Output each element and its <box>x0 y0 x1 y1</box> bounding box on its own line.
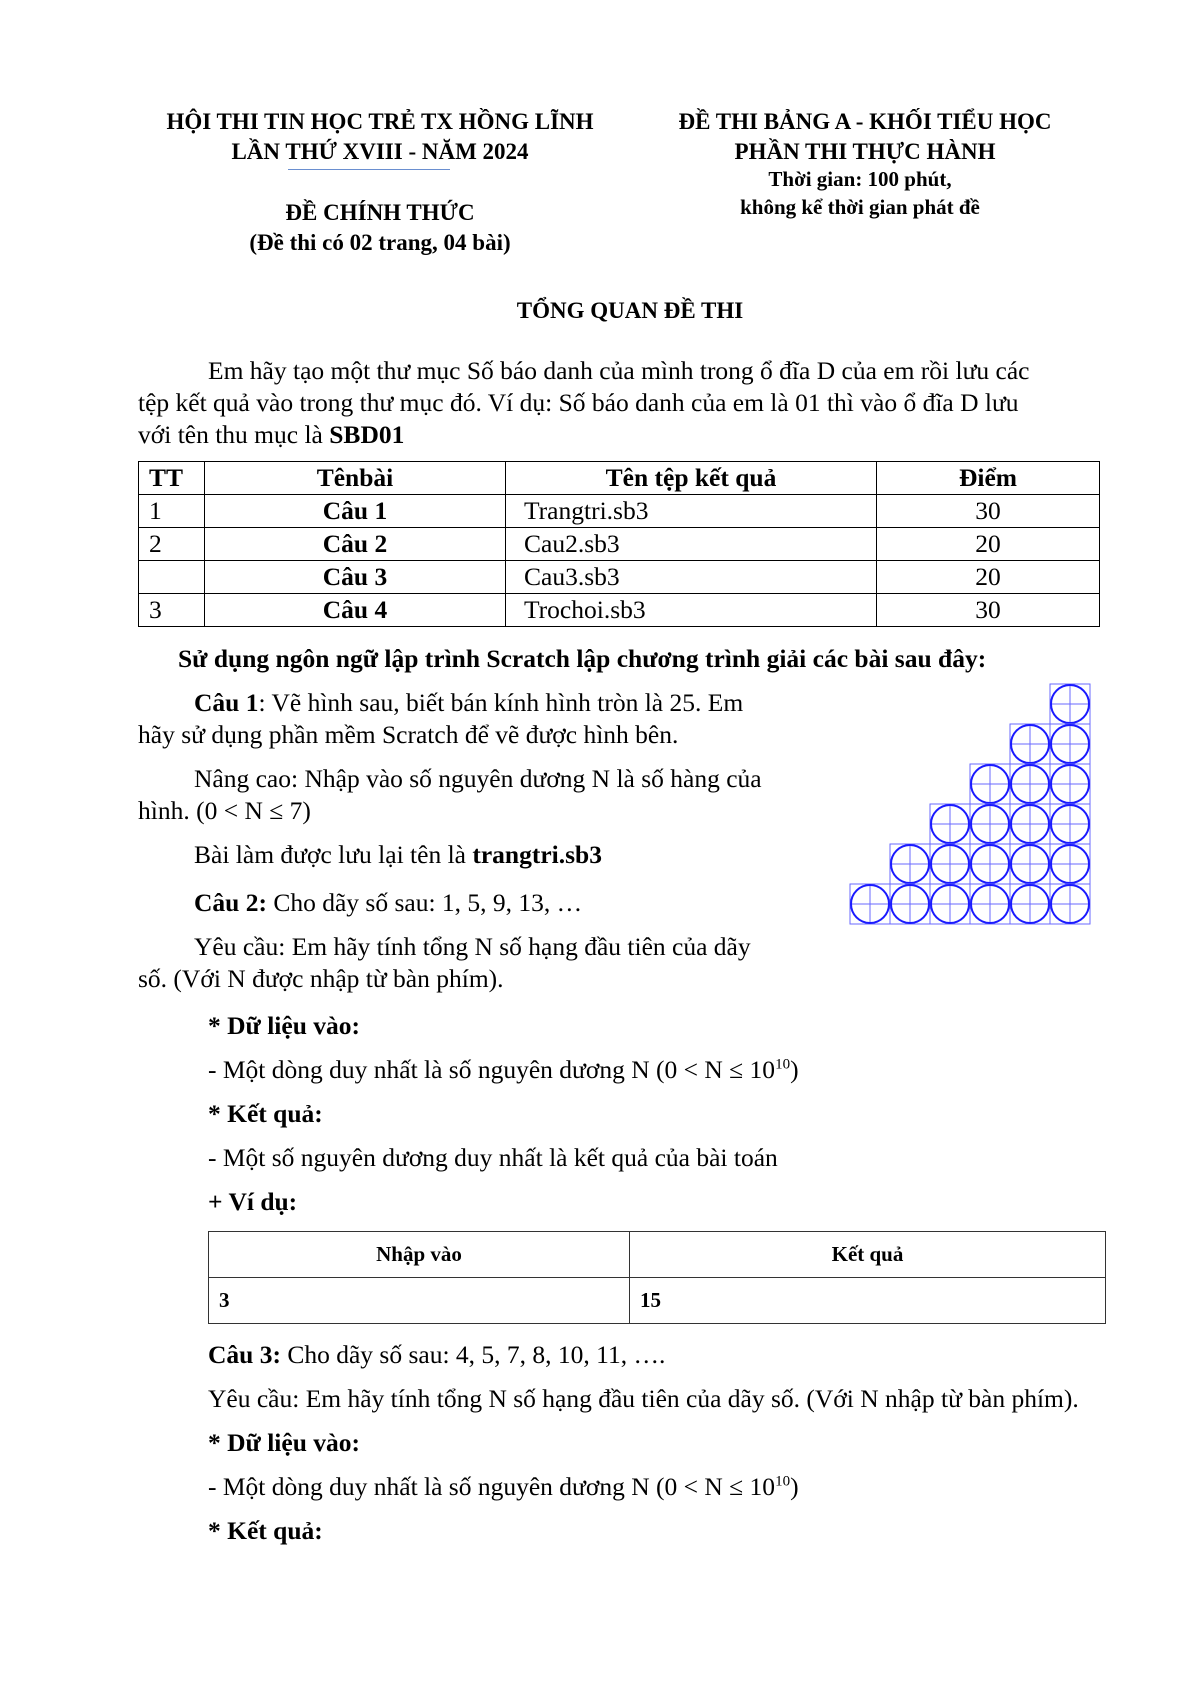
exam-title <box>640 107 1090 167</box>
table-header-row: TT Tênbài Tên tệp kết quả Điểm <box>139 462 1100 495</box>
q1-label: Câu 1 <box>194 688 259 717</box>
exam-line2: PHẦN THI THỰC HÀNH <box>734 139 996 164</box>
overview-title: TỔNG QUAN ĐỀ THI <box>516 298 744 323</box>
time-line1: Thời gian: 100 phút, <box>768 167 952 191</box>
table-row: 3 Câu 4 Trochoi.sb3 30 <box>139 594 1100 627</box>
folder-name: SBD01 <box>329 420 405 449</box>
example-header-row: Nhập vào Kết quả <box>209 1232 1106 1278</box>
time-line2: không kể thời gian phát đề <box>740 195 980 219</box>
org-line1: HỘI THI TIN HỌC TRẺ TX HỒNG LĨNH <box>166 109 594 134</box>
q2-io: * Dữ liệu vào: - Một dòng duy nhất là số nguyên dương N $(0 < N \le 10^{10})$ * Kết quả: - Một số nguyên dương duy nhất là kết quả của bài toán + Ví dụ: <box>208 1010 1108 1218</box>
table-row: Câu 3 Cau3.sb3 20 <box>139 561 1100 594</box>
q2-label: Câu 2: <box>194 888 267 917</box>
org-title <box>140 107 620 167</box>
q1-filename: trangtri.sb3 <box>472 840 602 869</box>
org-line2: LẦN THỨ XVIII - NĂM 2024 <box>231 139 529 164</box>
pages-note: (Đề thi có 02 trang, 04 bài) <box>249 230 511 255</box>
question-1: Câu 1: Vẽ hình sau, biết bán kính hình tròn là 25. Em hãy sử dụng phần mềm Scratch để vẽ được hình bên. Nâng cao: Nhập vào số nguyên dương N là số hàng của hình. (0 < N ≤ 7) Bài làm được lưu lại tên là trangtri.sb3 <box>138 688 762 869</box>
time-info <box>640 165 1080 221</box>
table-row: 1 Câu 1 Trangtri.sb3 30 <box>139 495 1100 528</box>
overview-intro: Em hãy tạo một thư mục Số báo danh của mình trong ổ đĩa D của em rồi lưu các tệp kết quả vào trong thư mục đó. Ví dụ: Số báo danh của em là 01 thì vào ổ đĩa D lưu với tên thu mục là SBD01 <box>138 356 1030 449</box>
header-underline <box>288 169 450 170</box>
q3-output-title: * Kết quả: <box>208 1516 323 1545</box>
question-2: Câu 2: Cho dãy số sau: 1, 5, 9, 13, … Yêu cầu: Em hãy tính tổng N số hạng đầu tiên của dãy số. (Với N được nhập từ bàn phím). <box>138 888 751 993</box>
question-3: Câu 3: Cho dãy số sau: 4, 5, 7, 8, 10, 11, …. Yêu cầu: Em hãy tính tổng N số hạng đầu tiên của dãy số. (Với N nhập từ bàn phím). * Dữ liệu vào: - Một dòng duy nhất là số nguyên dương N $(0 < N \le 10^{10})$ * Kết quả: <box>208 1339 1168 1547</box>
exercise-table <box>138 461 1100 627</box>
example-row: 3 15 <box>209 1278 1106 1324</box>
circle-staircase-figure <box>848 682 1108 932</box>
q3-input-title: * Dữ liệu vào: <box>208 1428 361 1457</box>
official-label: ĐỀ CHÍNH THỨC (Đề thi có 02 trang, 04 bài) <box>140 198 620 258</box>
q3-label: Câu 3: <box>208 1340 281 1369</box>
q2-output-title: * Kết quả: <box>208 1099 323 1128</box>
table-row: 2 Câu 2 Cau2.sb3 20 <box>139 528 1100 561</box>
instruction: Sử dụng ngôn ngữ lập trình Scratch lập chương trình giải các bài sau đây: <box>178 644 987 673</box>
exam-line1: ĐỀ THI BẢNG A - KHỐI TIỂU HỌC <box>678 109 1052 134</box>
example-table <box>208 1231 1106 1324</box>
q2-input-title: * Dữ liệu vào: <box>208 1011 361 1040</box>
q2-example-title: + Ví dụ: <box>208 1187 298 1216</box>
